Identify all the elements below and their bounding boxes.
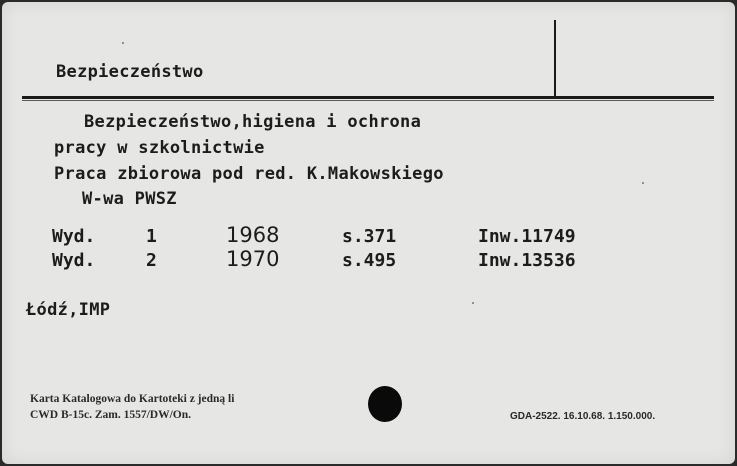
paper-speck xyxy=(122,42,124,44)
punch-hole xyxy=(368,386,402,422)
edition-inventory: Inw.11749 xyxy=(478,226,576,247)
card-heading: Bezpieczeństwo xyxy=(56,62,204,82)
footer-line-2: CWD B-15c. Zam. 1557/DW/On. xyxy=(30,409,191,421)
title-line-2: pracy w szkolnictwie xyxy=(54,138,265,158)
edition-number: 2 xyxy=(146,250,157,271)
title-line-1: Bezpieczeństwo,higiena i ochrona xyxy=(84,112,422,132)
edition-year: 1968 xyxy=(226,223,280,247)
publisher-place: Łódź,IMP xyxy=(26,300,111,320)
edition-year: 1970 xyxy=(226,247,280,271)
footer-print-code: GDA-2522. 16.10.68. 1.150.000. xyxy=(510,411,656,422)
edition-inventory: Inw.13536 xyxy=(478,250,576,271)
edition-pages: s.371 xyxy=(342,226,397,247)
edition-number: 1 xyxy=(146,226,157,247)
title-line-4: W-wa PWSZ xyxy=(82,189,177,209)
catalog-card xyxy=(2,2,735,464)
heading-rule-thin xyxy=(22,100,714,101)
paper-speck xyxy=(472,302,474,304)
edition-label: Wyd. xyxy=(52,250,96,271)
heading-divider-vertical xyxy=(554,20,556,98)
paper-speck xyxy=(642,182,644,184)
edition-pages: s.495 xyxy=(342,250,397,271)
heading-rule xyxy=(22,96,714,99)
edition-label: Wyd. xyxy=(52,226,96,247)
title-line-3: Praca zbiorowa pod red. K.Makowskiego xyxy=(54,164,444,184)
footer-line-1: Karta Katalogowa do Kartoteki z jedną li xyxy=(30,393,235,405)
